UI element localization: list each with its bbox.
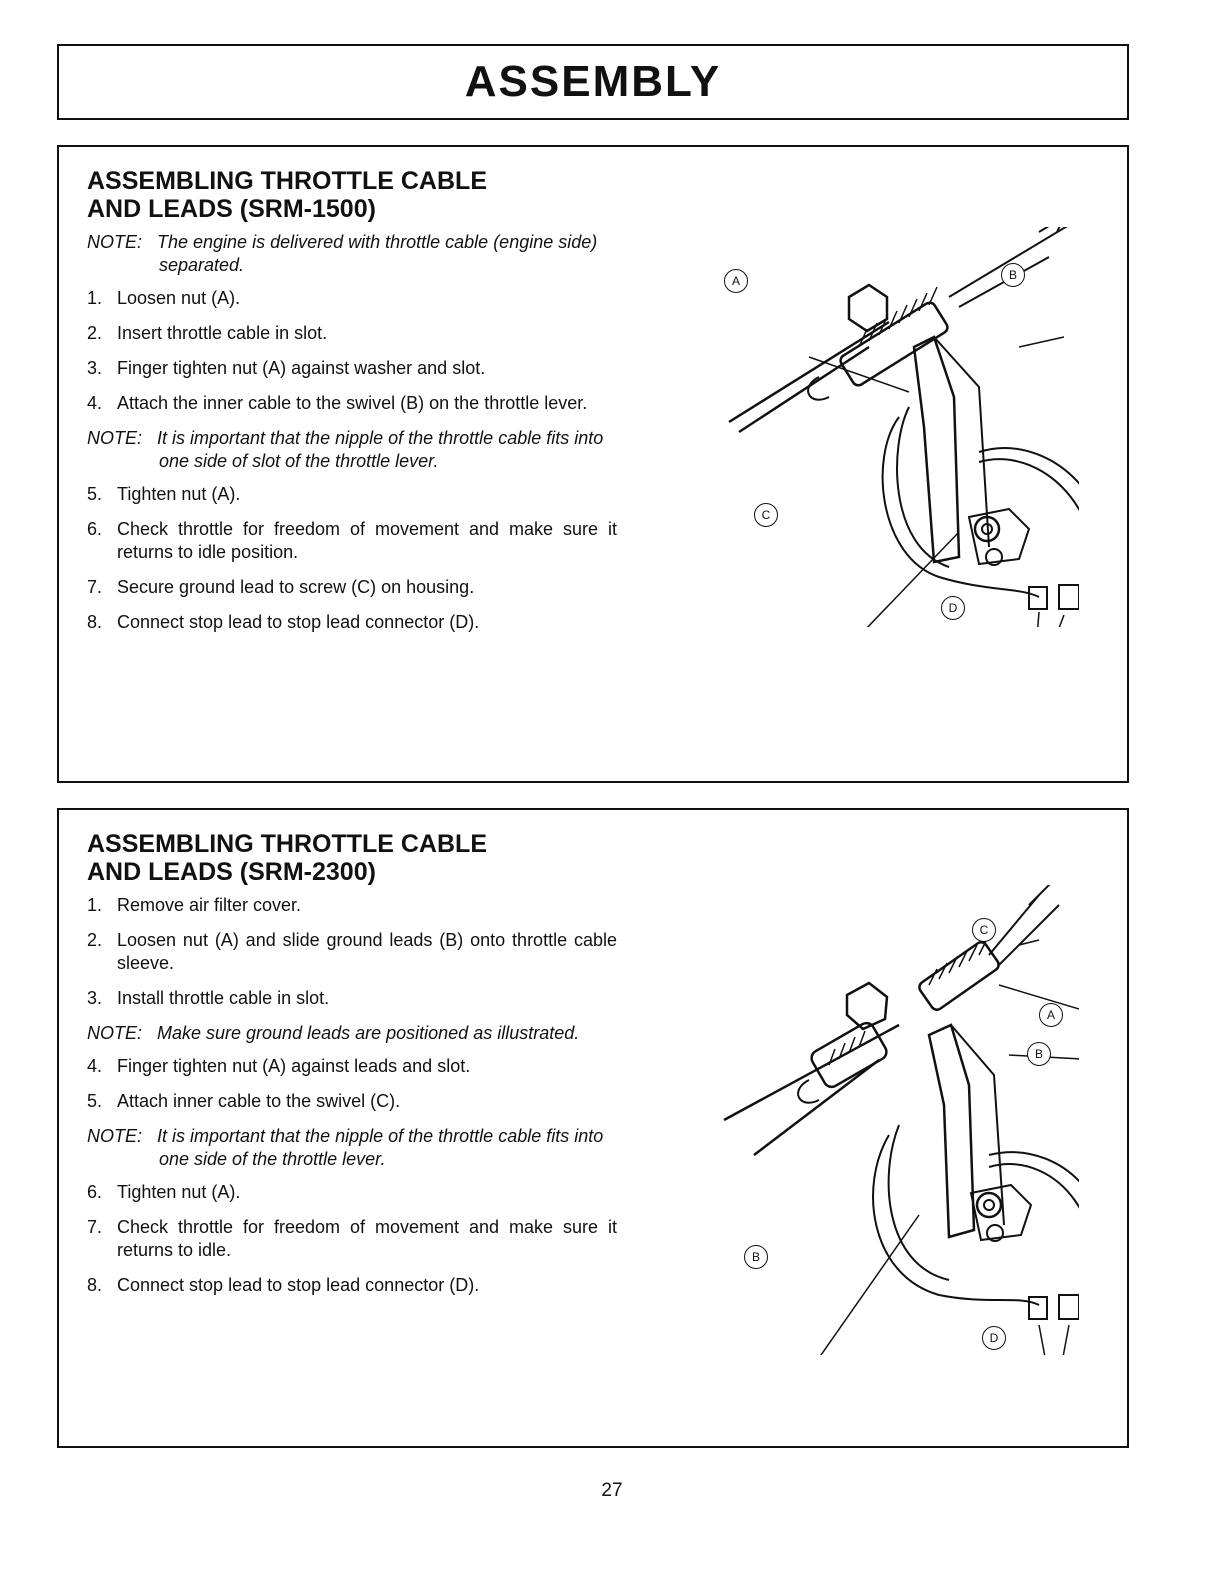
step-text: Install throttle cable in slot. [117, 988, 330, 1008]
step-text: Check throttle for freedom of movement and make sure it returns to idle. [117, 1217, 617, 1260]
note-text: It is important that the nipple of the throttle cable fits into one side of slot of the throttle lever. [157, 428, 604, 471]
callout-b: B [1001, 263, 1025, 287]
step-item [87, 576, 617, 599]
step-item [87, 1181, 617, 1204]
step-text: Secure ground lead to screw (C) on housing. [117, 577, 475, 597]
note [87, 1125, 617, 1171]
section-title-line2: AND LEADS (SRM-2300) [87, 858, 376, 886]
note-label: NOTE: [87, 1126, 143, 1146]
page-header [57, 44, 1129, 120]
callout-a: A [724, 269, 748, 293]
step-number: 7. [87, 1217, 103, 1237]
callout-d: D [941, 596, 965, 620]
step-number: 6. [87, 1182, 103, 1202]
section-title-line1: ASSEMBLING THROTTLE CABLE [87, 167, 487, 195]
step-item [87, 611, 617, 634]
section-srm-1500 [57, 145, 1129, 783]
step-number: 2. [87, 930, 103, 950]
section-text [87, 167, 617, 646]
callout-d: D [982, 1326, 1006, 1350]
step-item [87, 1216, 617, 1262]
step-text: Loosen nut (A). [117, 288, 241, 308]
step-number: 5. [87, 1091, 103, 1111]
note-label: NOTE: [87, 1023, 143, 1043]
step-number: 8. [87, 1275, 103, 1295]
step-number: 8. [87, 612, 103, 632]
step-text: Tighten nut (A). [117, 1182, 241, 1202]
section-text [87, 830, 617, 1309]
step-item [87, 929, 617, 975]
step-number: 5. [87, 484, 103, 504]
step-item [87, 1274, 617, 1297]
callout-b: B [1027, 1042, 1051, 1066]
throttle-cable-diagram [719, 227, 1079, 627]
page-title: ASSEMBLY [464, 57, 722, 106]
section-title [87, 830, 617, 886]
step-number: 4. [87, 393, 103, 413]
step-text: Loosen nut (A) and slide ground leads (B) onto throttle cable sleeve. [117, 930, 617, 973]
step-item [87, 322, 617, 345]
step-text: Check throttle for freedom of movement and make sure it returns to idle position. [117, 519, 617, 562]
step-text: Insert throttle cable in slot. [117, 323, 328, 343]
step-text: Finger tighten nut (A) against washer and slot. [117, 358, 486, 378]
step-text: Connect stop lead to stop lead connector (D). [117, 1275, 480, 1295]
step-text: Remove air filter cover. [117, 895, 302, 915]
step-text: Finger tighten nut (A) against leads and slot. [117, 1056, 471, 1076]
step-number: 2. [87, 323, 103, 343]
steps-list [87, 894, 617, 1010]
step-item [87, 1055, 617, 1078]
steps-list [87, 1055, 617, 1113]
step-item [87, 392, 617, 415]
throttle-cable-diagram [719, 885, 1079, 1355]
section-srm-2300 [57, 808, 1129, 1448]
note-text: It is important that the nipple of the throttle cable fits into one side of the throttle lever. [157, 1126, 604, 1169]
steps-list [87, 1181, 617, 1297]
step-item [87, 987, 617, 1010]
section-title-line2: AND LEADS (SRM-1500) [87, 195, 376, 223]
step-number: 3. [87, 988, 103, 1008]
note-text: The engine is delivered with throttle cable (engine side) separated. [157, 232, 598, 275]
step-number: 1. [87, 895, 103, 915]
step-text: Attach the inner cable to the swivel (B) on the throttle lever. [117, 393, 588, 413]
step-number: 6. [87, 519, 103, 539]
steps-list [87, 287, 617, 415]
callout-c: C [972, 918, 996, 942]
callout-a: A [1039, 1003, 1063, 1027]
page-number: 27 [601, 1480, 623, 1501]
note [87, 231, 617, 277]
step-item [87, 357, 617, 380]
note-label: NOTE: [87, 428, 143, 448]
step-text: Tighten nut (A). [117, 484, 241, 504]
note [87, 427, 617, 473]
step-text: Attach inner cable to the swivel (C). [117, 1091, 401, 1111]
note-text: Make sure ground leads are positioned as illustrated. [157, 1023, 580, 1043]
step-item [87, 1090, 617, 1113]
step-text: Connect stop lead to stop lead connector (D). [117, 612, 480, 632]
step-number: 7. [87, 577, 103, 597]
note-label: NOTE: [87, 232, 143, 252]
step-item [87, 894, 617, 917]
section-title [87, 167, 617, 223]
step-number: 3. [87, 358, 103, 378]
step-item [87, 518, 617, 564]
callout-b: B [744, 1245, 768, 1269]
note [87, 1022, 617, 1045]
step-item [87, 287, 617, 310]
section-title-line1: ASSEMBLING THROTTLE CABLE [87, 830, 487, 858]
callout-c: C [754, 503, 778, 527]
steps-list [87, 483, 617, 634]
step-number: 4. [87, 1056, 103, 1076]
step-number: 1. [87, 288, 103, 308]
step-item [87, 483, 617, 506]
